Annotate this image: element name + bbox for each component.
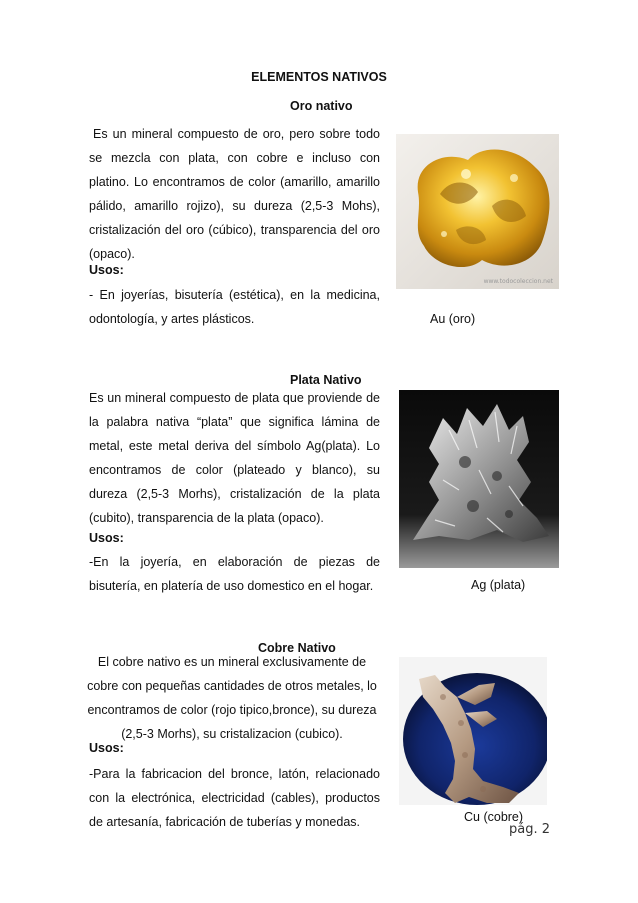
- page-number: pág. 2: [509, 822, 551, 837]
- copper-dendrite-image: [399, 657, 547, 805]
- page-title: ELEMENTOS NATIVOS: [251, 70, 387, 84]
- section-heading-copper: Cobre Nativo: [258, 641, 336, 655]
- gold-nugget-image: [396, 134, 559, 289]
- section-paragraph-silver: Es un mineral compuesto de plata que proviende de la palabra nativa “plata” que significa lámina de metal, este metal deriva del símbolo Ag(plata). Lo encontramos de color (plateado y blanco), su dureza (2,5-3 Morhs), cristalización de la plata (cubito), transparencia de la plata (opaco).: [89, 391, 380, 525]
- caption-gold: Au (oro): [430, 312, 476, 326]
- section-paragraph-gold: Es un mineral compuesto de oro, pero sobre todo se mezcla con plata, con cobre e incluso con platino. Lo encontramos de color (amarillo, amarillo pálido, amarillo rojizo), su dureza (2,5-3 Mohs), cristalización del oro (cúbico), transparencia del oro (opaco).: [89, 127, 380, 261]
- caption-copper: Cu (cobre): [464, 810, 524, 824]
- caption-silver: Ag (plata): [471, 578, 526, 592]
- silver-crystal-icon: [399, 390, 559, 568]
- uses-label-copper: Usos:: [89, 741, 124, 755]
- uses-text-gold: - En joyerías, bisutería (estética), en la medicina, odontología, y artes plásticos.: [89, 288, 380, 326]
- section-heading-gold: Oro nativo: [290, 99, 353, 113]
- uses-label-gold: Usos:: [89, 263, 124, 277]
- copper-dendrite-icon: [399, 657, 547, 805]
- section-paragraph-copper: El cobre nativo es un mineral exclusivamente de cobre con pequeñas cantidades de otros metales, lo encontramos de color (rojo tipico,bronce), su dureza (2,5-3 Morhs), su cristalizacion (cubico).: [87, 655, 377, 741]
- section-heading-silver: Plata Nativo: [290, 373, 362, 387]
- image-watermark: www.todocoleccion.net: [483, 278, 553, 285]
- silver-crystal-image: [399, 390, 559, 568]
- uses-text-copper: -Para la fabricacion del bronce, latón, relacionado con la electrónica, electricidad (cables), productos de artesanía, fabricación de tuberías y monedas.: [89, 767, 380, 829]
- uses-text-silver: -En la joyería, en elaboración de piezas de bisutería, en platería de uso domestico en el hogar.: [89, 555, 380, 593]
- uses-label-silver: Usos:: [89, 531, 124, 545]
- gold-nugget-icon: [396, 134, 559, 289]
